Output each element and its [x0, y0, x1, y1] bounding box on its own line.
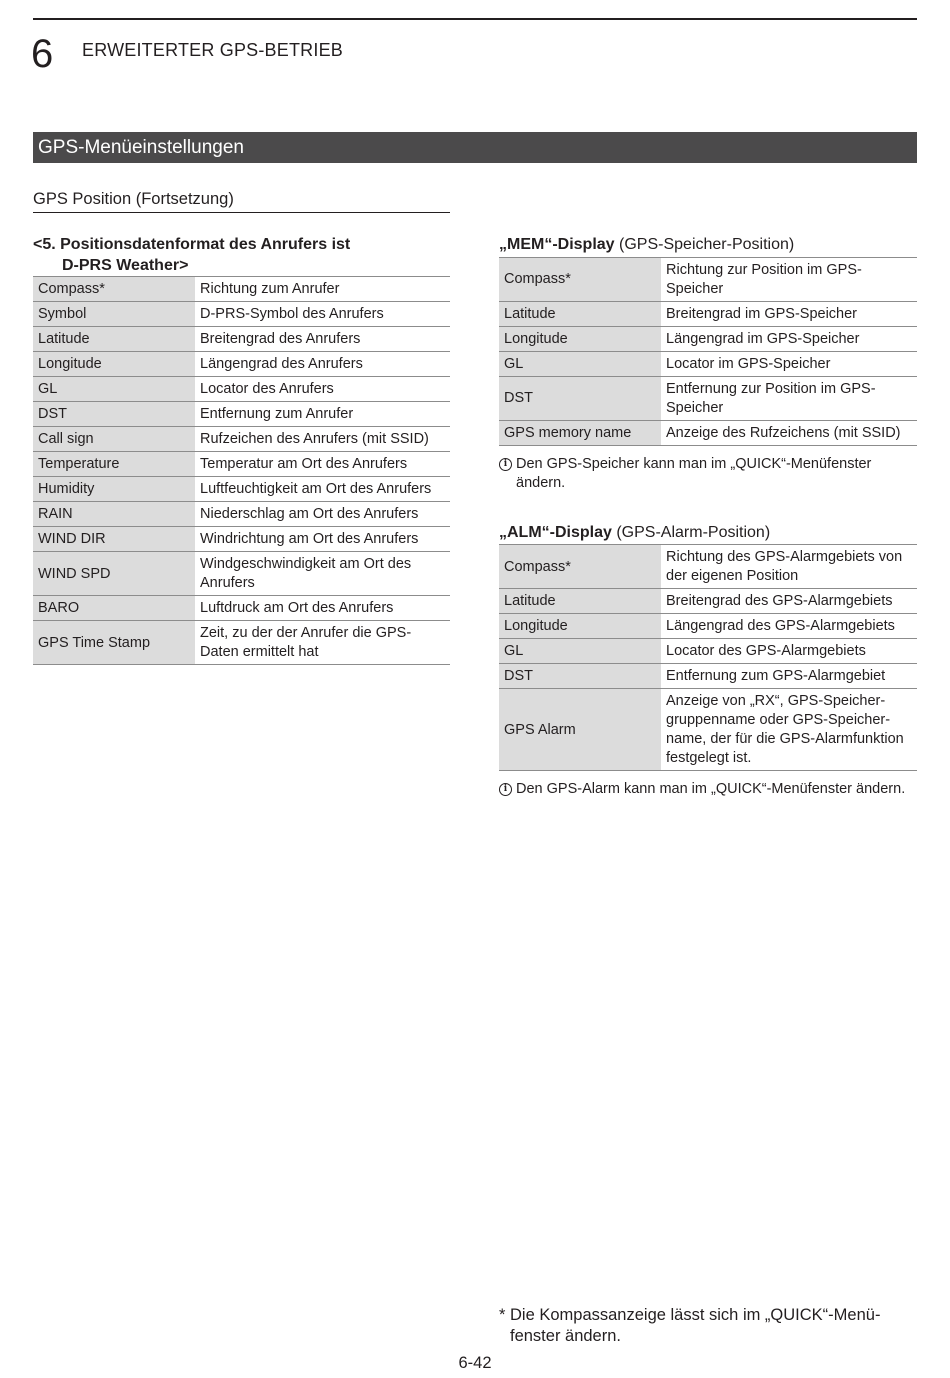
table-row: [33, 327, 450, 352]
mem-heading-bold: „MEM“-Display: [499, 236, 615, 253]
row-key: Compass*: [499, 545, 661, 589]
alm-note-text: Den GPS-Alarm kann man im „QUICK“-Menüfenster ändern.: [516, 781, 906, 797]
row-key: Compass*: [33, 277, 195, 302]
table-row: [499, 639, 917, 664]
table-row: [33, 527, 450, 552]
row-value: Temperatur am Ort des Anrufers: [195, 452, 450, 477]
table-row: [499, 420, 917, 445]
table-row: [33, 502, 450, 527]
weather-table-heading: [33, 235, 450, 276]
row-key: Latitude: [499, 301, 661, 326]
row-value: Breitengrad des Anrufers: [195, 327, 450, 352]
row-value: Anzeige des Rufzeichens (mit SSID): [661, 420, 917, 445]
alm-display-heading: [499, 523, 917, 545]
row-key: Compass*: [499, 257, 661, 301]
info-circle-icon: i: [499, 458, 512, 471]
subsection-title: GPS Position (Fortsetzung): [33, 188, 450, 213]
table-row: [33, 277, 450, 302]
row-key: DST: [33, 402, 195, 427]
row-value: Windgeschwindigkeit am Ort des Anrufers: [195, 552, 450, 596]
row-key: RAIN: [33, 502, 195, 527]
alm-note: [499, 780, 917, 799]
table-row: [33, 552, 450, 596]
top-rule: [33, 18, 917, 20]
table-row: [499, 614, 917, 639]
table-row: [499, 301, 917, 326]
row-key: WIND DIR: [33, 527, 195, 552]
row-value: Entfernung zum Anrufer: [195, 402, 450, 427]
table-row: [499, 545, 917, 589]
table-row: [499, 326, 917, 351]
row-value: Längengrad im GPS-Speicher: [661, 326, 917, 351]
chapter-title: ERWEITERTER GPS-BETRIEB: [82, 40, 343, 60]
alm-table: [499, 544, 917, 771]
row-value: Entfernung zur Position im GPS-Speicher: [661, 376, 917, 420]
table-row: [499, 589, 917, 614]
row-value: Anzeige von „RX“, GPS-Speichergruppenname oder GPS-Speichername, der für die GPS-Alarmfunktion festgelegt ist.: [661, 689, 917, 771]
row-key: BARO: [33, 596, 195, 621]
table-row: [499, 689, 917, 771]
row-value: Längengrad des Anrufers: [195, 352, 450, 377]
row-key: Humidity: [33, 477, 195, 502]
mem-table: [499, 257, 917, 446]
footnote-star: *: [499, 1306, 506, 1324]
table-row: [33, 352, 450, 377]
weather-heading-line2: D-PRS Weather>: [62, 256, 189, 274]
row-value: Richtung zur Position im GPS-Speicher: [661, 257, 917, 301]
weather-table: [33, 276, 450, 665]
row-key: Call sign: [33, 427, 195, 452]
row-value: Entfernung zum GPS-Alarmgebiet: [661, 664, 917, 689]
table-row: [33, 477, 450, 502]
row-value: Rufzeichen des Anrufers (mit SSID): [195, 427, 450, 452]
alm-heading-normal: (GPS-Alarm-Position): [611, 523, 771, 541]
row-value: Locator des Anrufers: [195, 377, 450, 402]
row-key: DST: [499, 376, 661, 420]
row-key: GPS Alarm: [499, 689, 661, 771]
row-key: Latitude: [33, 327, 195, 352]
row-key: GPS Time Stamp: [33, 621, 195, 665]
row-value: Zeit, zu der der Anrufer die GPS-Daten ermittelt hat: [195, 621, 450, 665]
row-key: Temperature: [33, 452, 195, 477]
row-value: Richtung zum Anrufer: [195, 277, 450, 302]
row-key: GL: [33, 377, 195, 402]
row-key: GL: [499, 351, 661, 376]
alm-heading-bold: „ALM“-Display: [499, 523, 612, 541]
table-row: [499, 351, 917, 376]
row-key: GL: [499, 639, 661, 664]
table-row: [499, 664, 917, 689]
table-row: [33, 427, 450, 452]
footnote: [499, 1305, 917, 1347]
mem-note-text: Den GPS-Speicher kann man im „QUICK“-Menüfenster ändern.: [516, 455, 872, 491]
row-key: Latitude: [499, 589, 661, 614]
row-key: WIND SPD: [33, 552, 195, 596]
row-key: Longitude: [499, 614, 661, 639]
section-title: GPS-Menüeinstellungen: [33, 132, 917, 163]
row-value: Breitengrad des GPS-Alarmgebiets: [661, 589, 917, 614]
row-value: Locator des GPS-Alarmgebiets: [661, 639, 917, 664]
row-key: Longitude: [499, 326, 661, 351]
table-row: [33, 596, 450, 621]
table-row: [33, 452, 450, 477]
left-column: [33, 235, 450, 665]
page-number: 6-42: [458, 1354, 492, 1372]
info-circle-icon: i: [499, 783, 512, 796]
mem-display-heading: [499, 235, 917, 257]
table-row: [33, 377, 450, 402]
table-row: [33, 302, 450, 327]
row-value: Luftfeuchtigkeit am Ort des Anrufers: [195, 477, 450, 502]
row-value: Locator im GPS-Speicher: [661, 351, 917, 376]
row-value: D-PRS-Symbol des Anrufers: [195, 302, 450, 327]
row-value: Richtung des GPS-Alarmgebiets von der eigenen Position: [661, 545, 917, 589]
row-key: Symbol: [33, 302, 195, 327]
row-value: Längengrad des GPS-Alarmgebiets: [661, 614, 917, 639]
footnote-text: Die Kompassanzeige lässt sich im „QUICK“-Menüfenster ändern.: [510, 1306, 881, 1345]
row-value: Niederschlag am Ort des Anrufers: [195, 502, 450, 527]
chapter-number: 6: [31, 32, 54, 76]
right-column: [499, 235, 917, 799]
row-value: Luftdruck am Ort des Anrufers: [195, 596, 450, 621]
table-row: [499, 257, 917, 301]
row-value: Breitengrad im GPS-Speicher: [661, 301, 917, 326]
weather-heading-line1: <5. Positionsdatenformat des Anrufers ist: [33, 236, 351, 253]
table-row: [499, 376, 917, 420]
row-key: DST: [499, 664, 661, 689]
mem-note: [499, 455, 917, 493]
row-value: Windrichtung am Ort des Anrufers: [195, 527, 450, 552]
table-row: [33, 621, 450, 665]
table-row: [33, 402, 450, 427]
mem-heading-normal: (GPS-Speicher-Position): [614, 236, 795, 253]
row-key: Longitude: [33, 352, 195, 377]
row-key: GPS memory name: [499, 420, 661, 445]
